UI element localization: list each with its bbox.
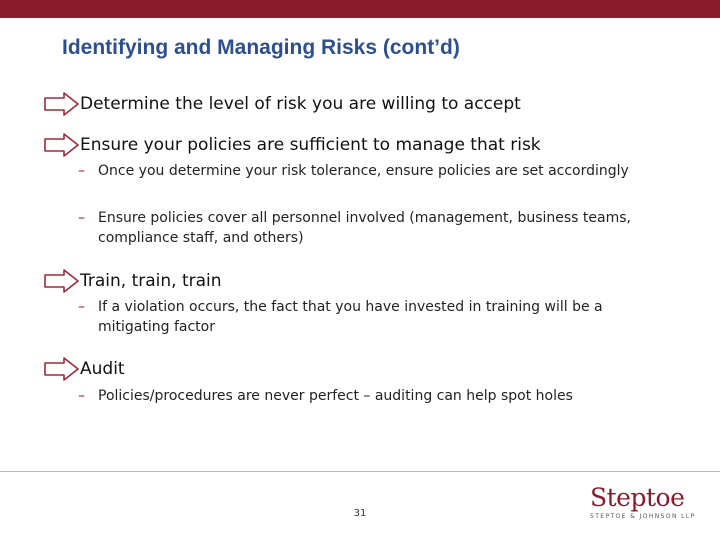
bullet-text: Ensure your policies are sufficient to manage that risk: [80, 135, 541, 155]
sub-bullet-marker: –: [78, 388, 85, 404]
logo-wordmark: Steptoe: [590, 483, 685, 512]
company-logo: [590, 483, 696, 520]
sub-bullet-text: Once you determine your risk tolerance, ensure policies are set accordingly: [98, 163, 629, 179]
page-number: 31: [353, 508, 367, 519]
footer-divider: [0, 471, 720, 472]
slide-title: Identifying and Managing Risks (cont’d): [62, 36, 460, 59]
arrow-right-icon: [44, 133, 80, 157]
sub-bullet-text: Policies/procedures are never perfect – auditing can help spot holes: [98, 388, 573, 404]
sub-bullet: [78, 297, 663, 337]
sub-bullet: [78, 386, 708, 406]
top-banner: [0, 0, 720, 18]
sub-bullet: [78, 161, 638, 181]
arrow-right-icon: [44, 269, 80, 293]
arrow-right-icon: [44, 92, 80, 116]
sub-bullet-text: Ensure policies cover all personnel involved (management, business teams, compliance staff, and others): [98, 210, 631, 246]
sub-bullet-marker: –: [78, 163, 85, 179]
bullet-text: Train, train, train: [80, 271, 222, 291]
arrow-right-icon: [44, 357, 80, 381]
logo-tagline: STEPTOE & JOHNSON LLP: [590, 513, 696, 520]
sub-bullet-text: If a violation occurs, the fact that you have invested in training will be a mitigating factor: [98, 299, 603, 335]
sub-bullet: [78, 208, 678, 248]
bullet-text: Determine the level of risk you are willing to accept: [80, 94, 521, 114]
bullet-text: Audit: [80, 359, 125, 379]
sub-bullet-marker: –: [78, 299, 85, 315]
sub-bullet-marker: –: [78, 210, 85, 226]
